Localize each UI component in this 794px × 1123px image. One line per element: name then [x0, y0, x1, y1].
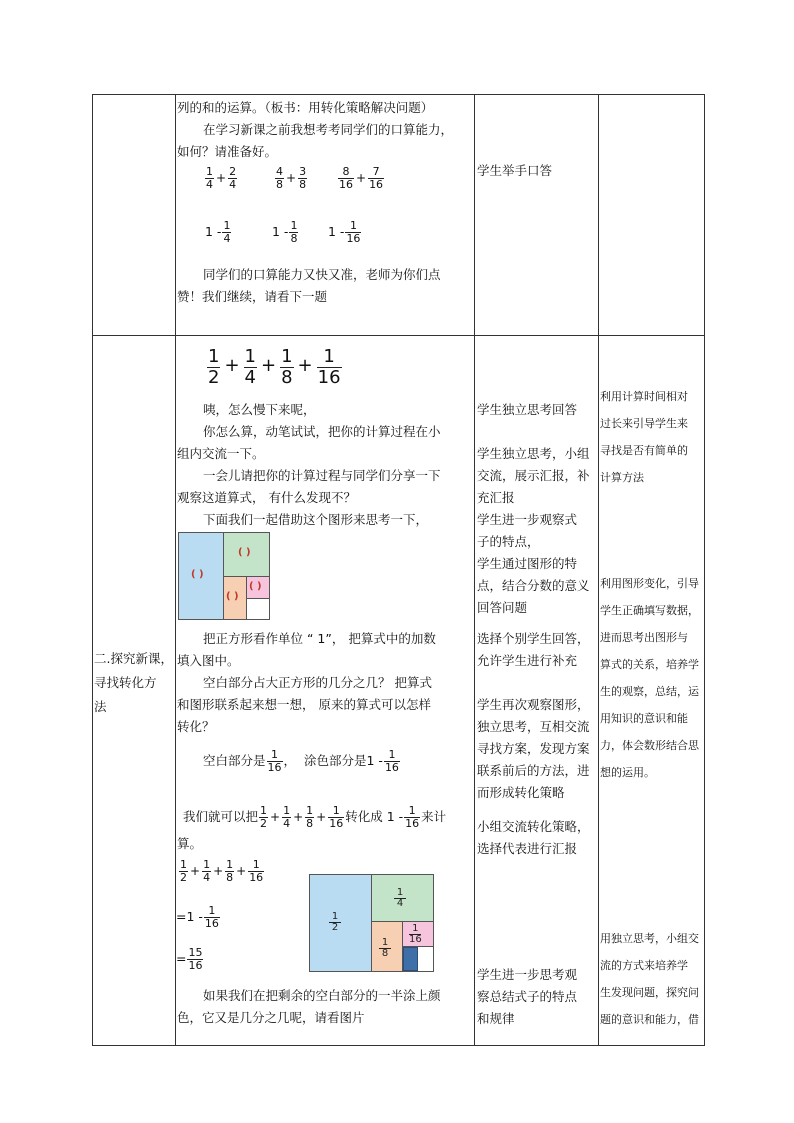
design-intent-2d: 算式的关系，培养学 — [600, 658, 699, 671]
design-intent-2g: 力，体会数形结合思 — [600, 739, 699, 752]
section-label-2: 寻找转化方 — [94, 675, 157, 690]
label-eighth: 1 8 — [379, 938, 391, 959]
blank-bracket-eighth: ( ) — [226, 591, 239, 602]
mental-math-diff-3: 1 - $\frac{1}{16}$ — [328, 219, 361, 245]
student-activity-3d: 点，结合分数的意义 — [477, 578, 590, 593]
row1-praise-1: 同学们的口算能力又快又准，老师为你们点 — [203, 267, 441, 282]
conversion-sentence-end: 算。 — [177, 836, 203, 851]
design-intent-3a: 用独立思考，小组交 — [600, 932, 699, 945]
label-half: 1 2 — [329, 912, 341, 933]
student-activity-7b: 察总结式子的特点 — [477, 989, 578, 1004]
student-activity-1: 学生独立思考回答 — [477, 402, 578, 417]
blank-shaded-sentence: 空白部分是 $\frac{1}{16}$ ， 涂色部分是1 - $\frac{1}{16}$ — [203, 748, 399, 774]
student-activity-4b: 允许学生进行补充 — [477, 653, 578, 668]
blank-region — [246, 598, 270, 620]
student-activity-5d: 联系前后的方法，进 — [477, 763, 590, 778]
design-intent-1c: 寻找是否有简单的 — [600, 444, 688, 457]
mental-math-diff-1: 1 - $\frac{1}{4}$ — [205, 219, 231, 245]
row2-text-b2: 填入图中。 — [177, 653, 240, 668]
student-activity-6b: 选择代表进行汇报 — [477, 841, 578, 856]
design-intent-3b: 流的方式来培养学 — [600, 959, 688, 972]
label-quarter: 1 4 — [394, 888, 406, 909]
big-expression: $\frac{1}{2}$ + $\frac{1}{4}$ + $\frac{1}{8}$ + $\frac{1}{16}$ — [208, 346, 341, 388]
student-activity-5a: 学生再次观察图形， — [477, 697, 590, 712]
column-divider-1 — [175, 95, 176, 1045]
row2-text-a3: 组内交流一下。 — [177, 446, 265, 461]
row1-student-activity: 学生举手口答 — [477, 163, 553, 178]
row1-line-2: 在学习新课之前我想考考同学们的口算能力， — [203, 122, 454, 137]
student-activity-2c: 充汇报 — [477, 490, 515, 505]
design-intent-1b: 过长来引导学生来 — [600, 417, 688, 430]
row2-text-b3: 空白部分占大正方形的几分之几？ 把算式 — [203, 675, 432, 690]
design-intent-1d: 计算方法 — [600, 471, 644, 484]
design-intent-2h: 想的运用。 — [600, 766, 655, 779]
calc-step-3: = $\frac{15}{16}$ — [176, 946, 203, 972]
column-divider-2 — [474, 95, 475, 1045]
square-figure-blank — [178, 532, 270, 620]
blank-bracket-half: ( ) — [191, 569, 204, 580]
student-activity-3a: 学生进一步观察式 — [477, 512, 578, 527]
row2-text-a2: 你怎么算，动笔试试，把你的计算过程在小 — [203, 424, 441, 439]
student-activity-4a: 选择个别学生回答， — [477, 631, 590, 646]
mental-math-sum-1: $\frac{1}{4}$ + $\frac{2}{4}$ — [206, 165, 237, 191]
row1-line-3: 如何？请准备好。 — [177, 144, 278, 159]
row2-text-a1: 咦，怎么慢下来呢， — [203, 402, 316, 417]
design-intent-3c: 生发现问题，探究问 — [600, 986, 699, 999]
student-activity-3e: 回答问题 — [477, 600, 528, 615]
design-intent-3d: 题的意识和能力，借 — [600, 1013, 699, 1026]
row2-text-b4: 和图形联系起来想一想， 原来的算式可以怎样 — [177, 697, 431, 712]
mental-math-sum-3: $\frac{8}{16}$ + $\frac{7}{16}$ — [339, 165, 384, 191]
row2-text-a6: 下面我们一起借助这个图形来思考一下， — [203, 512, 429, 527]
section-label-1: 二.探究新课， — [94, 651, 173, 666]
design-intent-2c: 进而思考出图形与 — [600, 631, 688, 644]
row2-last-line-2: 色，它又是几分之几呢，请看图片 — [177, 1010, 365, 1025]
student-activity-2b: 交流，展示汇报，补 — [477, 468, 590, 483]
row1-praise-2: 赞！我们继续，请看下一题 — [177, 289, 328, 304]
design-intent-2b: 学生正确填写数据， — [600, 604, 699, 617]
student-activity-2a: 学生独立思考，小组 — [477, 446, 590, 461]
calc-step-1: $\frac{1}{2}$ + $\frac{1}{4}$ + $\frac{1}{8}$ + $\frac{1}{16}$ — [180, 858, 264, 884]
mental-math-diff-2: 1 - $\frac{1}{8}$ — [272, 219, 298, 245]
mental-math-sum-2: $\frac{4}{8}$ + $\frac{3}{8}$ — [276, 165, 307, 191]
student-activity-6a: 小组交流转化策略， — [477, 819, 590, 834]
blank-bracket-quarter: ( ) — [238, 547, 251, 558]
calc-step-2: =1 - $\frac{1}{16}$ — [176, 904, 219, 930]
design-intent-2f: 用知识的意识和能 — [600, 712, 688, 725]
design-intent-2a: 利用图形变化，引导 — [600, 577, 699, 590]
design-intent-1a: 利用计算时间相对 — [600, 390, 688, 403]
row2-text-b5: 转化？ — [177, 719, 215, 734]
half-of-blank-shaded — [403, 947, 418, 971]
student-activity-3c: 学生通过图形的特 — [477, 556, 578, 571]
row-divider — [93, 335, 704, 336]
student-activity-7c: 和规律 — [477, 1011, 515, 1026]
column-divider-3 — [598, 95, 599, 1045]
label-sixteenth: 1 16 — [409, 923, 422, 945]
student-activity-5b: 独立思考，互相交流 — [477, 719, 590, 734]
student-activity-5e: 而形成转化策略 — [477, 785, 565, 800]
design-intent-2e: 生的观察，总结，运 — [600, 685, 699, 698]
section-label-3: 法 — [94, 699, 107, 714]
square-figure-filled — [309, 874, 434, 972]
row2-text-b1: 把正方形看作单位 “ 1”， 把算式中的加数 — [203, 631, 436, 646]
student-activity-3b: 子的特点， — [477, 534, 540, 549]
row2-text-a5: 观察这道算式， 有什么发现不？ — [177, 490, 356, 505]
conversion-sentence: 我们就可以把 $\frac{1}{2}$ + $\frac{1}{4}$ + $\frac{1}{8}$ + $\frac{1}{16}$ 转化成 1 - $\frac{1}{16}$ 来计 — [183, 804, 447, 830]
blank-bracket-sixteenth: ( ) — [249, 581, 262, 592]
row2-last-line-1: 如果我们在把剩余的空白部分的一半涂上颜 — [203, 988, 441, 1003]
row1-line-1: 列的和的运算。（板书：用转化策略解决问题） — [177, 100, 434, 115]
student-activity-5c: 寻找方案，发现方案 — [477, 741, 590, 756]
row2-text-a4: 一会儿请把你的计算过程与同学们分享一下 — [203, 468, 441, 483]
student-activity-7a: 学生进一步思考观 — [477, 967, 578, 982]
